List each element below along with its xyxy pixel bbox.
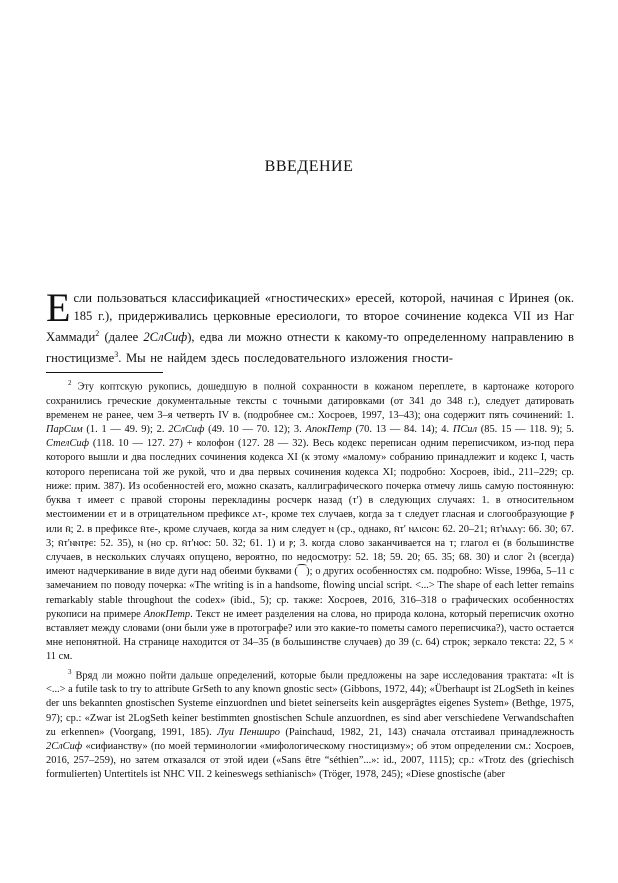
italic-abbrev: ПарСим xyxy=(46,424,83,436)
text-run: (далее xyxy=(99,330,144,345)
text-run: (1. 1 — 49. 9); 2. xyxy=(82,424,169,436)
italic-abbrev: СтелСиф xyxy=(46,438,89,450)
footnote-2 xyxy=(46,376,574,665)
text-run: Вряд ли можно пойти дальше определений, которые были предложены на заре исследования трактата: «It is <...> a futile task to try to attribute GrSeth to any known gnostic sect» (Gibbons, 1972, 44); «Überhaupt ist 2LogSeth in keines der uns bekannten gnostischen Systeme einzuordnen und bietet seinerseits kein ausgeprägtes eigenes System» (Bethge, 1975, 97); ср.: «Zwar ist 2LogSeth keiner bestimmten gnostischen Schule anzuordnen, es sind aber verschiedene Verwandschaften zu erkennen» (Voorgang, 1991, 185). xyxy=(46,670,574,738)
text-run: (70. 13 — 84. 14); 4. xyxy=(351,424,453,436)
text-run: . Мы не найдем здесь последовательного изложения гности- xyxy=(118,351,453,366)
text-run: (118. 10 — 127. 27) + колофон (127. 28 — 32). Весь кодекс переписан одним переписчиком, из-под пера которого вышли и два последних сочинения кодекса XI (к этому «малому» собранию принадлежит и кодекс I, часть которого переписана той же рукой, что и два первых сочинения кодекса XI; подробно: Хосроев, ibid., 211–229; ср. ниже: прим. 387). Из особенностей его, можно сказать, каллиграфического почерка отмечу лишь самую постоянную: буква ⲧ имеет с правой стороны перекладины росчерк назад (ⲧ') в следующих случаях: 1. в относительном местоимении ⲉⲧ и в отрицательном префиксе ⲁⲧ-, кроме тех случаев, когда за ⲧ следует гласная и слогообразующие ⲣ̄ или ⲛ̄; 2. в префиксе ⲛ̄ⲧⲉ-, кроме случаев, когда за ним следует ⲛ (ср., однако, ⲛ̄ⲧ' ⲛⲁⲓⲥⲟⲛ: 62. 20–21; ⲛ̄ⲧ'ⲛⲁⲁⲩ: 66. 30; 67. 3; ⲛ̄ⲧ'ⲛⲛⲧⲣⲉ: 52. 35), ⲛ (но ср. ⲛ̄ⲧ'ⲛⲟⲥ: 50. 32; 61. 1) и ⲣ; 3. когда слово заканчивается на ⲧ; глагол ⲉⲓ (в большинстве случаев, в нескольких случаях опущено, вероятно, по недосмотру: 52. 18; 59. 20; 65. 35; 68. 30) и слог ϩⲓ (всегда) имеют надчеркивание в виде дуги над обеими буквами (⁀); о других особенностях см. подробно: Wisse, 1996a, 5–11 с замечанием по поводу почерка: «The writing is in a handsome, flowing uncial script. <...> The shape of each letter remains remarkably stable throughout the codex» (ibid., 5); ср. также: Хосроев, 2016, 316–318 о графических особенностях рукописи на примере xyxy=(46,438,574,620)
footnote-3 xyxy=(46,665,574,783)
text-run: (Painchaud, 1982, 21, 143) сначала отстаивал принадлежность xyxy=(280,726,574,738)
italic-abbrev: 2СлСиф xyxy=(143,330,188,345)
text-run: . Текст не имеет разделения на слова, но природа колона, который переписчик охотно вставляет между словами (они были уже в протографе? или это какие-то пометы самого переписчика?), часто остается мне непонятной. На странице находится от 34–35 (в большинстве случаев) до 39 (с. 64) строк; зеркало текста: 22, 5 × 11 см. xyxy=(46,608,574,663)
chapter-title: ВВЕДЕНИЕ xyxy=(264,158,354,175)
text-run: «сифианству» (по моей терминологии «мифологическому гностицизму»; об этом определении см.: Хосроев, 2016, 257–259), но затем отказался от этой идеи («Sans être “séthien”...»: id., 2007, 1115); ср.: «Trotz des (griechisch formulierten) Untertitels ist NHC VII. 2 keineswegs sethianisch» (Tröger, 1978, 245); «Diese gnostische (aber xyxy=(46,741,574,781)
paragraph-content xyxy=(46,285,574,366)
italic-abbrev: ПСил xyxy=(452,424,478,436)
italic-abbrev: Луи Пенширо xyxy=(217,726,280,738)
text-run: (85. 15 — 118. 9); 5. xyxy=(477,424,574,436)
text-run: сли пользоваться классификацией «гностических» ересей, которой, начиная с Иринея (ок. 185 г.), придерживались церковные ересиологи, то второе сочинение кодекса VII из Наг Хаммади xyxy=(46,291,574,345)
footnotes xyxy=(46,376,574,783)
italic-abbrev: АпокПетр xyxy=(143,608,191,620)
italic-abbrev: АпокПетр xyxy=(305,424,352,436)
intro-paragraph xyxy=(46,285,574,367)
footnote-ref: 3 xyxy=(114,350,119,360)
footnote-text xyxy=(46,667,574,781)
italic-abbrev: 2СлСиф xyxy=(46,741,83,753)
italic-abbrev: 2СлСиф xyxy=(168,424,205,436)
footnote-separator xyxy=(46,372,163,373)
footnote-ref: 2 xyxy=(95,329,100,338)
text-run: (49. 10 — 70. 12); 3. xyxy=(204,424,306,436)
text-run: Эту коптскую рукопись, дошедшую в полной сохранности в кожаном переплете, в картонаже которого сохранились греческие документальные тексты с точными датировками (от 341 до 348 г.), следует датировать временем не ранее, чем 3–я четверть IV в. (подробнее см.: Хосроев, 1997, 13–43); она содержит пять сочинений: 1. xyxy=(46,381,574,421)
footnote-text xyxy=(46,381,574,662)
drop-cap: Е xyxy=(46,285,71,330)
footnote-number: 2 xyxy=(68,379,72,387)
text-run: ), едва ли можно отнести к какому-то определенному направлению в гностицизме xyxy=(46,330,574,366)
footnote-number: 3 xyxy=(68,667,72,676)
